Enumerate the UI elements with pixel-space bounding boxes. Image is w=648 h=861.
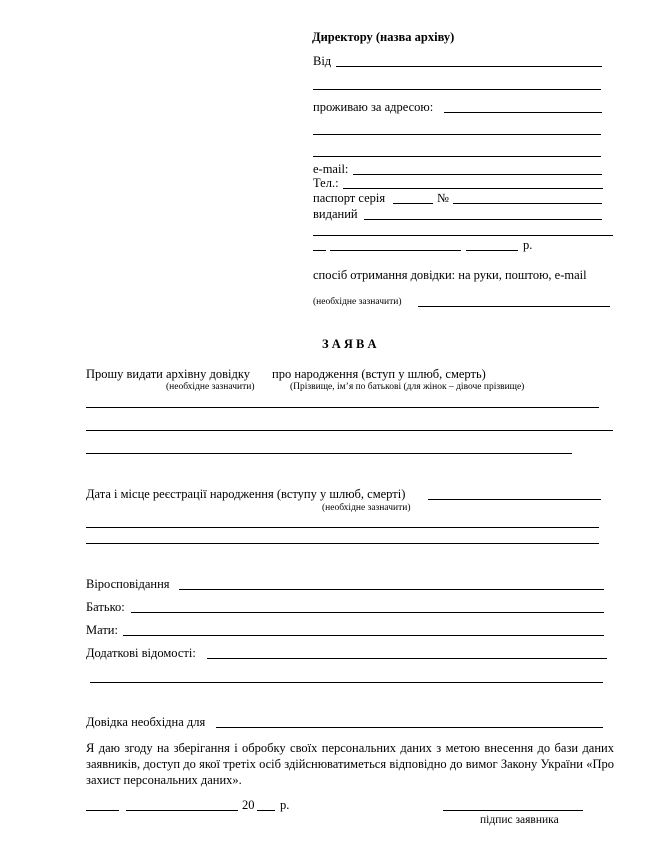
issue-year-suffix: р. <box>523 238 533 252</box>
signature-field[interactable] <box>443 810 583 811</box>
additional-info-label: Додаткові відомості: <box>86 646 196 660</box>
mother-field[interactable] <box>123 635 604 636</box>
email-label: e-mail: <box>313 162 349 176</box>
address-field-line-2[interactable] <box>313 134 601 135</box>
date-year-prefix: 20 <box>242 798 255 812</box>
religion-label: Віросповідання <box>86 577 170 591</box>
consent-paragraph: Я даю згоду на зберігання і обробку своїх персональних даних з метою внесення до бази даних заявників, доступ до якої третіх осіб здійснюватиметься відповідно до вимог Закону України «Про захист персональних даних». <box>86 741 614 787</box>
phone-label: Тел.: <box>313 176 339 190</box>
issued-field[interactable] <box>364 219 602 220</box>
purpose-field[interactable] <box>216 727 603 728</box>
from-field[interactable] <box>336 66 602 67</box>
address-field[interactable] <box>444 112 602 113</box>
from-label: Від <box>313 54 332 68</box>
address-label: проживаю за адресою: <box>313 100 434 114</box>
issued-label: виданий <box>313 207 358 221</box>
passport-series-field[interactable] <box>393 203 433 204</box>
document-title: З А Я В А <box>322 337 377 351</box>
father-label: Батько: <box>86 600 125 614</box>
email-field[interactable] <box>353 174 602 175</box>
issue-month-field[interactable] <box>330 250 461 251</box>
passport-number-label: № <box>437 191 449 205</box>
signature-label: підпис заявника <box>480 814 559 826</box>
passport-number-field[interactable] <box>453 203 602 204</box>
delivery-method-field[interactable] <box>418 306 610 307</box>
passport-series-label: паспорт серія <box>313 191 386 205</box>
delivery-method: спосіб отримання довідки: на руки, поштою, e-mail <box>313 268 587 282</box>
mother-label: Мати: <box>86 623 118 637</box>
issued-field-continued[interactable] <box>313 235 613 236</box>
address-field-line-3[interactable] <box>313 156 601 157</box>
additional-info-field[interactable] <box>207 658 607 659</box>
registration-specify-note: (необхідне зазначити) <box>322 503 411 513</box>
registration-label: Дата і місце реєстрації народження (вступу у шлюб, смерті) <box>86 487 406 501</box>
registration-field-line-3[interactable] <box>86 543 599 544</box>
date-day-field[interactable] <box>86 810 119 811</box>
full-name-note: (Прізвище, ім’я по батькові (для жінок – дівоче прізвище) <box>290 382 525 392</box>
date-month-field[interactable] <box>126 810 238 811</box>
date-year-suffix: р. <box>280 798 290 812</box>
from-field-continued[interactable] <box>313 89 601 90</box>
purpose-label: Довідка необхідна для <box>86 715 206 729</box>
issue-day-field[interactable] <box>313 250 326 251</box>
full-name-field[interactable] <box>86 407 599 408</box>
father-field[interactable] <box>131 612 604 613</box>
additional-info-field-line-2[interactable] <box>90 682 603 683</box>
registration-field[interactable] <box>428 499 601 500</box>
full-name-field-line-2[interactable] <box>86 430 613 431</box>
religion-field[interactable] <box>179 589 604 590</box>
phone-field[interactable] <box>343 188 603 189</box>
full-name-field-line-3[interactable] <box>86 453 572 454</box>
request-specify-note: (необхідне зазначити) <box>166 382 255 392</box>
registration-field-line-2[interactable] <box>86 527 599 528</box>
request-certificate-type: про народження (вступ у шлюб, смерть) <box>272 367 486 381</box>
delivery-specify-note: (необхідне зазначити) <box>313 297 402 307</box>
request-text: Прошу видати архівну довідку <box>86 367 250 381</box>
addressee: Директору (назва архіву) <box>312 30 455 44</box>
issue-year-field[interactable] <box>466 250 518 251</box>
date-year-field[interactable] <box>257 810 275 811</box>
